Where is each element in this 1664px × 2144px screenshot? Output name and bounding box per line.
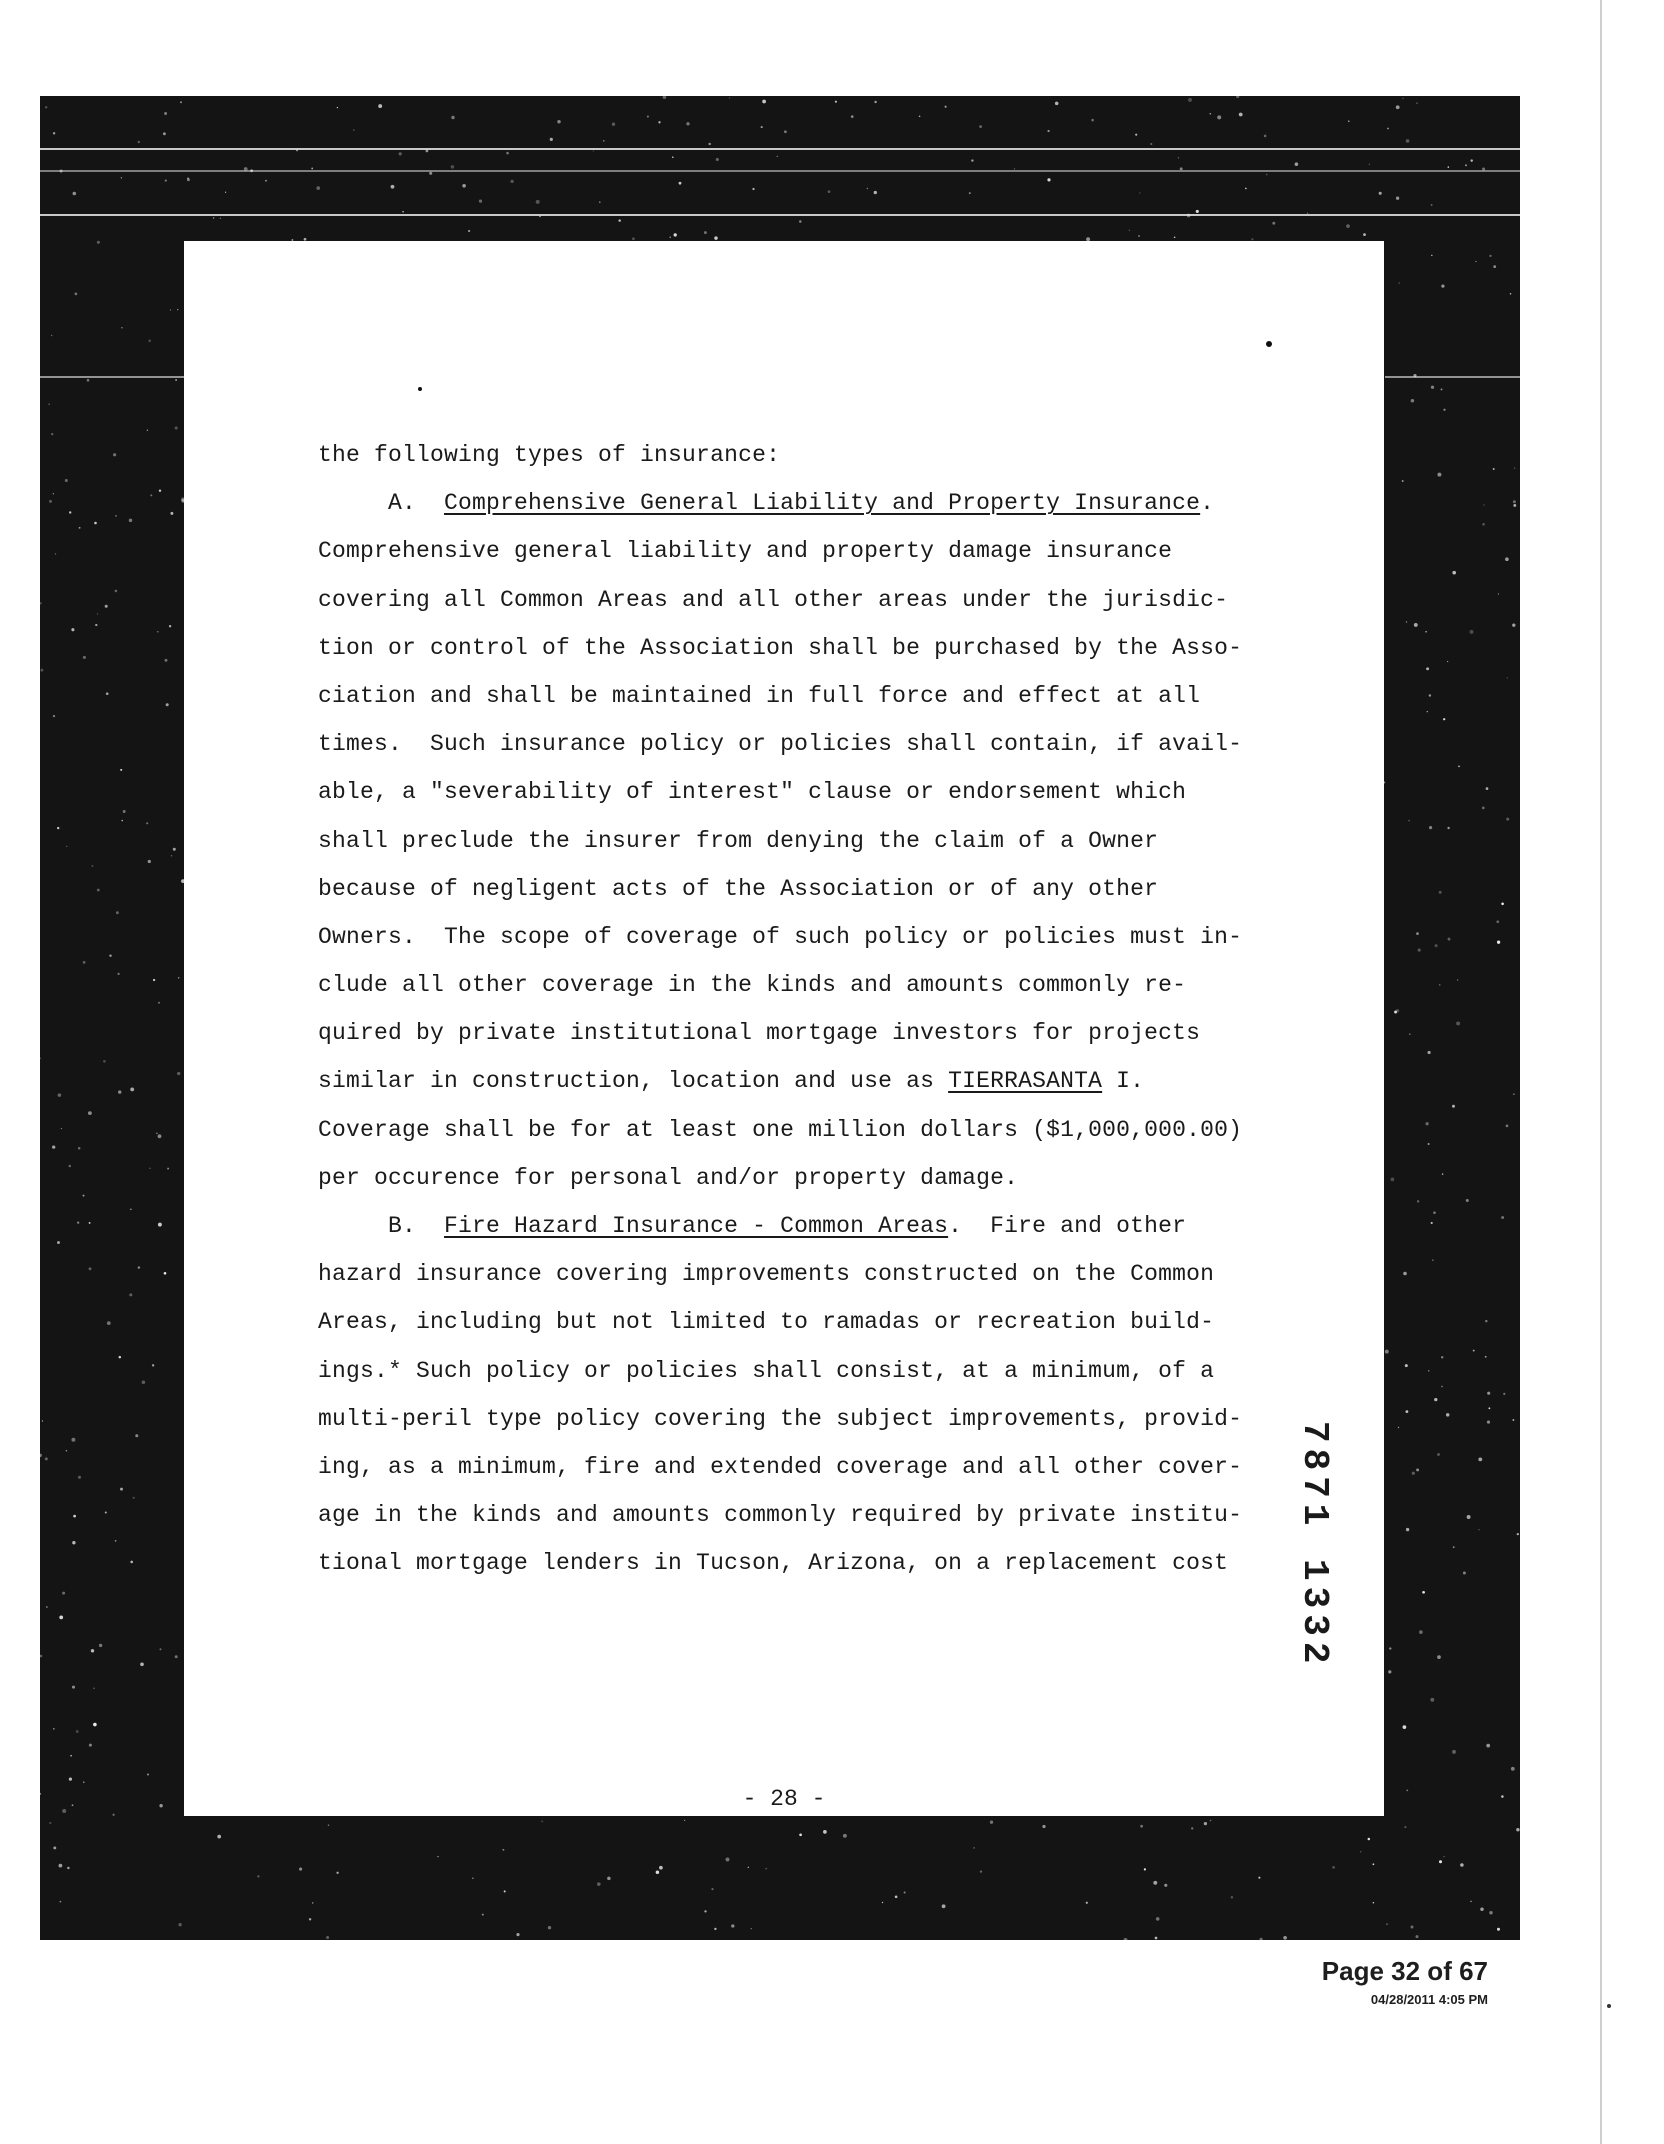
scan-band-line (40, 214, 1520, 216)
footer-page-label: Page 32 of 67 (1321, 1956, 1488, 1986)
text-line (318, 1395, 1248, 1443)
text-line (318, 817, 1248, 865)
text-segment: multi-peril type policy covering the subject improvements, provid- (318, 1405, 1243, 1432)
text-line (318, 913, 1248, 961)
document-body (318, 431, 1248, 1588)
text-segment: Comprehensive general liability and property damage insurance (318, 538, 1173, 565)
text-segment: covering all Common Areas and all other areas under the jurisdic- (318, 586, 1229, 613)
underlined-text: TIERRASANTA (948, 1068, 1103, 1095)
text-segment: . (1200, 490, 1215, 517)
text-segment: hazard insurance covering improvements constructed on the Common (318, 1261, 1215, 1288)
text-segment: tional mortgage lenders in Tucson, Arizona, on a replacement cost (318, 1550, 1229, 1577)
text-line (318, 1154, 1248, 1202)
text-segment: A. (318, 490, 445, 517)
document-page (184, 241, 1384, 1816)
speck (418, 387, 422, 391)
text-line (318, 1347, 1248, 1395)
scan-band-line (40, 148, 1520, 150)
text-segment: similar in construction, location and use as (318, 1068, 949, 1095)
text-segment: clude all other coverage in the kinds and amounts commonly re- (318, 972, 1187, 999)
text-segment: B. (318, 1213, 445, 1239)
speck (1607, 2004, 1611, 2008)
text-line (318, 768, 1248, 816)
footer-timestamp: 04/28/2011 4:05 PM (1370, 1992, 1488, 2007)
text-segment: Areas, including but not limited to ramadas or recreation build- (318, 1309, 1215, 1336)
scan-band-line (40, 170, 1520, 172)
text-line (318, 527, 1248, 575)
text-segment: ings.* Such policy or policies shall consist, at a minimum, of a (318, 1357, 1215, 1384)
text-segment: quired by private institutional mortgage investors for projects (318, 1020, 1201, 1047)
text-line (318, 1539, 1248, 1587)
text-segment: age in the kinds and amounts commonly required by private institu- (318, 1502, 1243, 1529)
speck (1266, 341, 1272, 347)
scanned-page-frame (40, 96, 1520, 1940)
margin-recording-number: 7871 1332 (1294, 1421, 1335, 1670)
text-segment: Coverage shall be for at least one million dollars ($1,000,000.00) (318, 1116, 1243, 1143)
text-line (318, 720, 1248, 768)
text-segment: times. Such insurance policy or policies shall contain, if avail- (318, 731, 1243, 758)
text-line (318, 1298, 1248, 1346)
text-line (318, 1009, 1248, 1057)
text-segment: I. (1102, 1068, 1145, 1095)
text-segment: per occurence for personal and/or property damage. (318, 1164, 1019, 1191)
text-segment: Owners. The scope of coverage of such policy or policies must in- (318, 923, 1243, 950)
text-segment: . Fire and other (948, 1213, 1187, 1239)
text-line (318, 1250, 1248, 1298)
right-edge-rule (1600, 0, 1602, 2144)
text-segment: able, a "severability of interest" clause or endorsement which (318, 779, 1187, 806)
text-line (318, 1443, 1248, 1491)
text-segment: the following types of insurance: (318, 442, 781, 468)
text-segment: ciation and shall be maintained in full force and effect at all (318, 682, 1201, 709)
document-page-number: - 28 - (742, 1786, 826, 1812)
text-segment: because of negligent acts of the Association or of any other (318, 875, 1159, 902)
text-line (318, 865, 1248, 913)
text-segment: shall preclude the insurer from denying the claim of a Owner (318, 827, 1159, 854)
text-line (318, 961, 1248, 1009)
text-line (318, 1491, 1248, 1539)
text-line (318, 624, 1248, 672)
scan-band-line (40, 376, 190, 378)
text-segment: ing, as a minimum, fire and extended coverage and all other cover- (318, 1453, 1243, 1480)
text-line (318, 672, 1248, 720)
text-line (318, 1057, 1248, 1105)
text-line (318, 431, 1248, 479)
scan-band-line (1385, 376, 1520, 378)
text-line (318, 576, 1248, 624)
underlined-text: Comprehensive General Liability and Property Insurance (444, 490, 1201, 517)
text-line (318, 1106, 1248, 1154)
underlined-text: Fire Hazard Insurance - Common Areas (444, 1213, 949, 1239)
text-line (318, 479, 1248, 527)
text-segment: tion or control of the Association shall be purchased by the Asso- (318, 634, 1243, 661)
text-line (318, 1202, 1248, 1250)
